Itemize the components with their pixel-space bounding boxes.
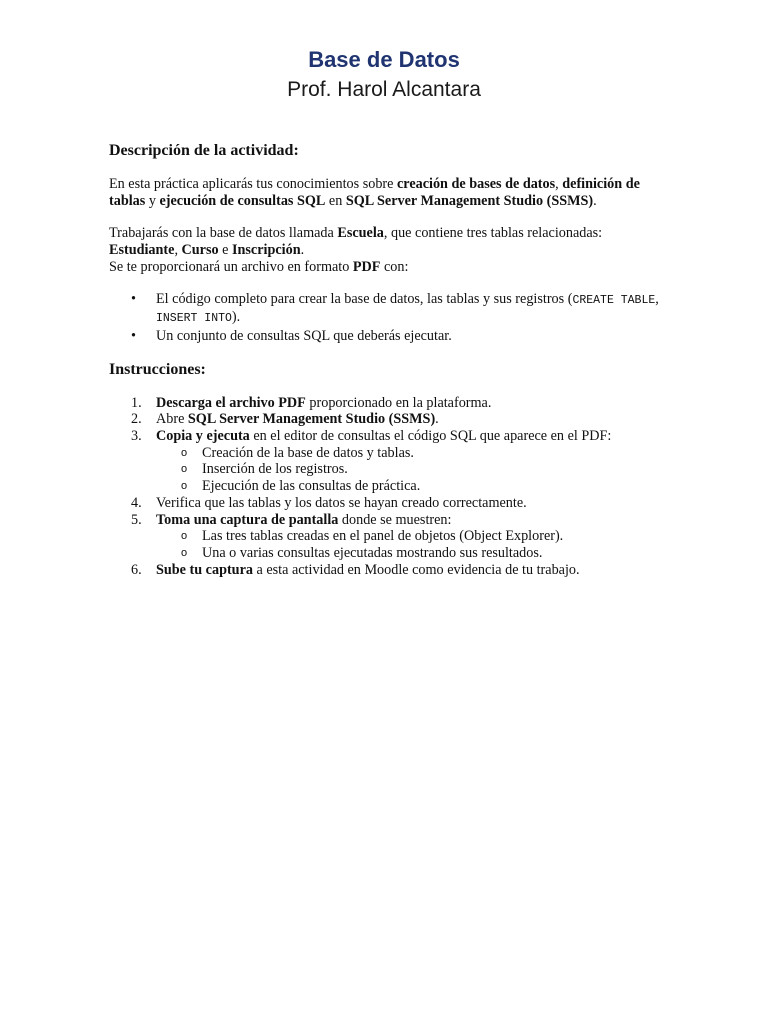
text-run: ,: [174, 242, 182, 259]
bold-run: creación de bases de datos: [396, 176, 556, 192]
bold-run: Descarga el archivo PDF: [156, 394, 306, 411]
text-run: Creación de la base de datos y tablas.: [202, 444, 414, 461]
description-paragraph-2: [109, 225, 669, 258]
description-paragraph-3: [109, 259, 669, 276]
code-run: CREATE TABLE: [572, 293, 656, 307]
description-paragraph-1: [109, 176, 669, 209]
description-bullet-list: [109, 291, 669, 345]
text-run: a esta actividad en Moodle como evidencia de tu trabajo.: [252, 561, 580, 578]
text-run: Un conjunto de consultas SQL que deberás ejecutar.: [156, 327, 452, 344]
text-run: e: [218, 242, 232, 259]
text-run: Una o varias consultas ejecutadas mostrando sus resultados.: [202, 544, 543, 561]
step-item: [109, 562, 669, 579]
step-item: [109, 495, 669, 512]
sub-list: [156, 445, 669, 495]
sub-list: [156, 528, 669, 561]
document-header: [0, 45, 768, 105]
text-run: Trabajarás con la base de datos llamada: [109, 225, 338, 242]
text-run: proporcionado en la plataforma.: [305, 394, 492, 411]
step-item: [109, 428, 669, 495]
step-number: 2.: [131, 411, 142, 428]
text-run: donde se muestren:: [338, 511, 452, 528]
sub-list-item: [156, 461, 669, 478]
bold-run: Escuela: [337, 225, 384, 242]
circle-bullet-icon: o: [181, 480, 188, 493]
text-run: con:: [380, 258, 409, 275]
bold-run: Toma una captura de pantalla: [156, 511, 339, 528]
list-item: [109, 328, 669, 345]
instructions-steps-list: [109, 395, 669, 579]
step-number: 3.: [131, 428, 142, 445]
text-run: Se te proporcionará un archivo en formato: [109, 258, 353, 275]
sub-list-item: [156, 545, 669, 562]
bold-run: Estudiante: [109, 242, 175, 259]
text-run: Abre: [156, 411, 188, 428]
sub-list-item: [156, 445, 669, 462]
description-heading: Descripción de la actividad:: [109, 142, 299, 159]
text-run: Verifica que las tablas y los datos se hayan creado correctamente.: [156, 494, 527, 511]
step-item: [109, 411, 669, 428]
text-run: ).: [231, 309, 241, 326]
text-run: Inserción de los registros.: [202, 461, 348, 478]
step-number: 6.: [131, 561, 142, 578]
step-number: 1.: [131, 394, 142, 411]
bold-run: Curso: [181, 242, 219, 259]
document-body: [109, 141, 669, 578]
step-number: 5.: [131, 511, 142, 528]
text-run: ,: [655, 290, 659, 307]
bold-run: Copia y ejecuta: [156, 428, 250, 445]
text-run: en: [325, 192, 346, 209]
sub-list-item: [156, 478, 669, 495]
circle-bullet-icon: o: [181, 463, 188, 476]
text-run: .: [593, 192, 597, 209]
text-run: Las tres tablas creadas en el panel de objetos (Object Explorer).: [202, 528, 564, 545]
sub-list-item: [156, 528, 669, 545]
list-item: [109, 291, 669, 328]
bold-run: SQL Server Management Studio (SSMS): [345, 192, 594, 209]
text-run: Ejecución de las consultas de práctica.: [202, 478, 421, 495]
text-run: El código completo para crear la base de datos, las tablas y sus registros (: [156, 290, 573, 307]
text-run: , que contiene tres tablas relacionadas:: [383, 225, 603, 242]
text-run: ,: [555, 176, 563, 192]
code-run: INSERT INTO: [156, 312, 232, 326]
bold-run: ejecución de consultas SQL: [159, 192, 326, 209]
document-title: Base de Datos: [308, 47, 460, 72]
text-run: .: [435, 411, 439, 428]
bullet-icon: •: [131, 327, 136, 344]
step-item: [109, 512, 669, 562]
bold-run: PDF: [352, 258, 381, 275]
bold-run: Sube tu captura: [156, 561, 253, 578]
text-run: En esta práctica aplicarás tus conocimientos sobre: [109, 176, 397, 192]
circle-bullet-icon: o: [181, 446, 188, 459]
text-run: en el editor de consultas el código SQL que aparece en el PDF:: [249, 428, 612, 445]
bold-run: SQL Server Management Studio (SSMS): [187, 411, 436, 428]
circle-bullet-icon: o: [181, 546, 188, 559]
step-item: [109, 395, 669, 412]
step-number: 4.: [131, 494, 142, 511]
document-subtitle: Prof. Harol Alcantara: [287, 78, 481, 101]
bold-run: definición de tablas: [109, 176, 640, 209]
bullet-icon: •: [131, 290, 136, 307]
instructions-heading: Instrucciones:: [109, 360, 206, 378]
circle-bullet-icon: o: [181, 530, 188, 543]
bold-run: Inscripción: [232, 242, 301, 259]
text-run: y: [145, 192, 160, 209]
text-run: .: [300, 242, 305, 259]
